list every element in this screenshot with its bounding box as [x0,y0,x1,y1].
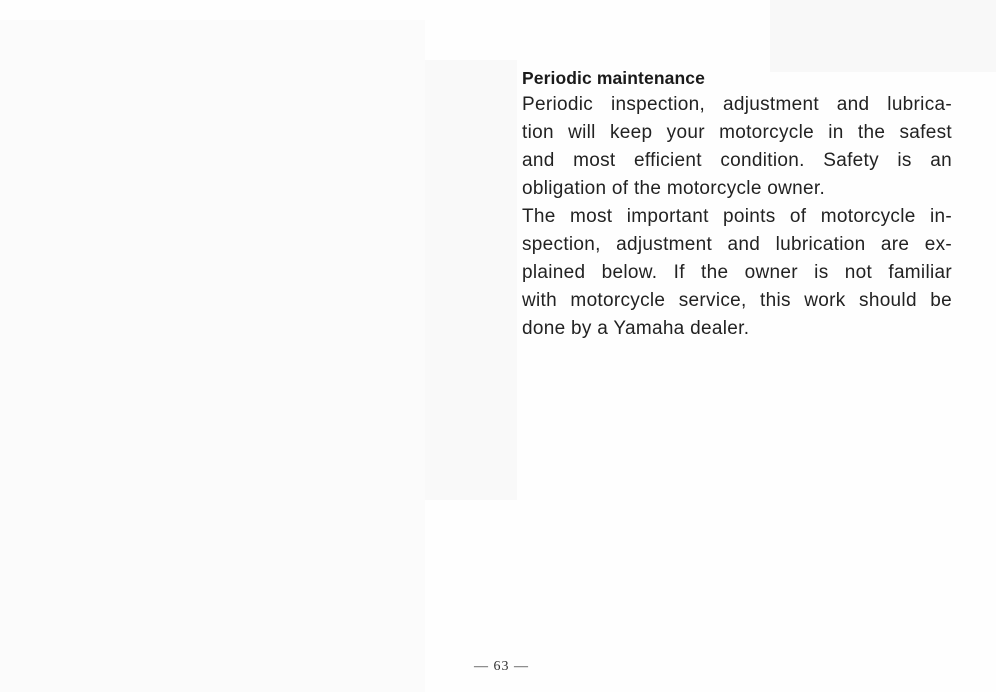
paragraph-2-line-5: done by a Yamaha dealer. [522,318,750,339]
paragraph-2-line-1: The most important points of motorcycle in- [522,206,952,227]
paragraph-1-line-1: Periodic inspection, adjustment and lubrica- [522,94,952,115]
paragraph-1-line-4: obligation of the motorcycle owner. [522,178,826,199]
scan-shading-top [770,0,996,72]
paragraph-1-line-2: tion will keep your motorcycle in the safest [522,122,952,143]
section-heading: Periodic maintenance [522,68,705,88]
paragraph-2-line-2: spection, adjustment and lubrication are ex- [522,234,952,255]
paragraph-2-line-3: plained below. If the owner is not familiar [522,262,952,283]
page-number: — 63 — [474,659,529,674]
scan-shading-middle [425,60,517,500]
scan-shading-left [0,20,425,692]
paragraph-2-line-4: with motorcycle service, this work should be [522,290,952,311]
paragraph-1-line-3: and most efficient condition. Safety is an [522,150,952,171]
